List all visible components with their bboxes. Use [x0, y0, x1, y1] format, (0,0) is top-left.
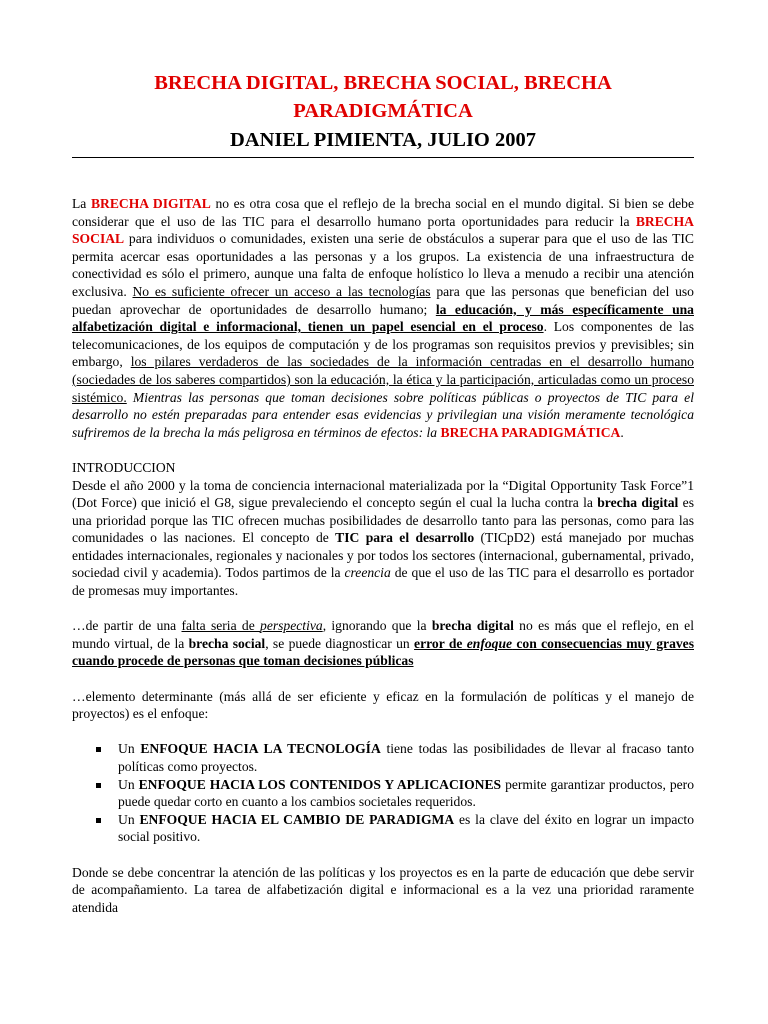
- text: , ignorando que la: [322, 618, 432, 634]
- bold-underlined-text: con consecuencias muy graves cuando procede de personas que toman decisiones públicas: [72, 635, 694, 669]
- document-title: [72, 69, 694, 125]
- text: Un: [118, 811, 140, 827]
- bold-text: brecha digital: [431, 618, 514, 634]
- text: , se puede diagnosticar un: [265, 635, 415, 651]
- bold-text: ENFOQUE HACIA LOS CONTENIDOS Y APLICACIONES: [138, 776, 502, 792]
- text: no es más que el reflejo, en el mundo virtual, de la: [72, 618, 694, 651]
- underlined-italic-text: perspectiva: [260, 618, 323, 634]
- spacer: [72, 723, 694, 741]
- bold-underlined-italic-text: enfoque: [466, 635, 513, 651]
- italic-text: Mientras las personas que toman decisiones sobre políticas públicas o proyectos de TIC para el desarrollo no estén preparadas para entender esas evidencias y privilegian una visión meramente tecnológica sufriremos de la brecha la más peligrosa en términos de efectos: la: [72, 389, 694, 440]
- underlined-text: No es suficiente ofrecer un acceso a las tecnologías: [132, 283, 431, 299]
- abstract-paragraph: [72, 195, 694, 441]
- text: para que las personas que benefician del uso puedan aprovechar de oportunidades de desarrollo humano;: [72, 283, 694, 317]
- spacer: [72, 441, 694, 459]
- title-divider: [72, 157, 694, 158]
- text: es la clave del éxito en lograr un impacto social positivo.: [118, 811, 694, 845]
- text: . Los componentes de las telecomunicaciones, de los equipos de computación y de los programas son requisitos previos y previsibles; sin embargo,: [72, 319, 694, 370]
- title-line-1: BRECHA DIGITAL, BRECHA SOCIAL, BRECHA: [154, 72, 612, 94]
- text: Un: [118, 776, 139, 792]
- approach-list: [72, 740, 694, 846]
- bullet-icon: [96, 783, 101, 788]
- term-brecha-social: BRECHA SOCIAL: [72, 213, 694, 247]
- bold-text: brecha social: [188, 635, 266, 651]
- term-brecha-digital: BRECHA DIGITAL: [90, 196, 211, 211]
- italic-text: creencia: [344, 565, 391, 581]
- text: de que el uso de las TIC para el desarrollo es portador de promesas muy importantes.: [72, 565, 694, 599]
- list-item: [72, 740, 694, 775]
- text: Desde el año 2000 y la toma de conciencia internacional materializada por la “Digital Opportunity Task Force”1 (Dot Force) que inició el G8, sigue prevaleciendo el concepto según el cual la lucha contra la: [72, 477, 694, 511]
- underlined-text: los pilares verdaderos de las sociedades de la información centradas en el desarrollo humano (sociedades de los saberes compartidos) son la educación, la ética y la participación, articuladas como un proceso sistémico.: [72, 354, 694, 405]
- bold-text: brecha digital: [597, 495, 679, 511]
- bullet-icon: [96, 818, 101, 823]
- conclusion-paragraph: Donde se debe concentrar la atención de las políticas y los proyectos es en la parte de educación que debe servir de acompañamiento. La tarea de alfabetización digital e informacional es a la vez una prioridad raramente atendida: [72, 864, 694, 915]
- bold-underlined-text: error de: [414, 635, 467, 651]
- spacer: [72, 846, 694, 864]
- bold-text: ENFOQUE HACIA EL CAMBIO DE PARADIGMA: [139, 811, 455, 827]
- intro-paragraph: [72, 477, 694, 600]
- text: es una prioridad porque las TIC ofrecen muchas posibilidades de desarrollo tanto para las personas, como para las comunidades o las naciones. El concepto de: [72, 495, 694, 546]
- spacer: [72, 600, 694, 618]
- text: .: [620, 424, 624, 440]
- document-page: [72, 0, 694, 916]
- title-line-2: PARADIGMÁTICA: [293, 100, 473, 122]
- text: no es otra cosa que el reflejo de la brecha social en el mundo digital. Si bien se debe considerar que el uso de las TIC para el desarrollo humano porta oportunidades para reducir la: [72, 196, 694, 229]
- text: permite garantizar productos, pero puede quedar corto en cuanto a los cambios societales requeridos.: [118, 776, 694, 810]
- diagnosis-paragraph: [72, 617, 694, 670]
- spacer: [72, 670, 694, 688]
- text: La: [72, 196, 91, 211]
- bold-underlined-text: la educación, y más específicamente una alfabetización digital e informacional, tienen un papel esencial en el proceso: [72, 301, 694, 335]
- underlined-text: falta seria de: [181, 618, 261, 634]
- text: Un: [118, 741, 141, 757]
- bold-text: TIC para el desarrollo: [335, 530, 475, 546]
- list-item: [72, 811, 694, 846]
- text: …de partir de una: [72, 618, 182, 634]
- text: (TICpD2) está manejado por muchas entidades internacionales, regionales y nacionales y por todos los sectores (internacional, gubernamental, privado, sociedad civil y academia). Todos partimos de la: [72, 530, 694, 581]
- bold-text: ENFOQUE HACIA LA TECNOLOGÍA: [140, 741, 381, 757]
- bullet-icon: [96, 747, 101, 752]
- element-paragraph: …elemento determinante (más allá de ser eficiente y eficaz en la formulación de políticas y el manejo de proyectos) es el enfoque:: [72, 688, 694, 722]
- section-heading: INTRODUCCION: [72, 459, 176, 475]
- text: tiene todas las posibilidades de llevar al fracaso tanto políticas como proyectos.: [118, 741, 695, 774]
- term-brecha-paradigmatica: BRECHA PARADIGMÁTICA: [440, 424, 621, 440]
- author-date: DANIEL PIMIENTA, JULIO 2007: [229, 129, 537, 151]
- list-item: [72, 776, 694, 811]
- text: para individuos o comunidades, existen una serie de obstáculos a superar para que el uso de las TIC permita acercar esas oportunidades a las personas y a los grupos. La existencia de una infraestructura de conectividad es sólo el primero, aunque una falta de enfoque holístico lo lleva a menudo a recibir una atención exclusiva.: [72, 231, 694, 299]
